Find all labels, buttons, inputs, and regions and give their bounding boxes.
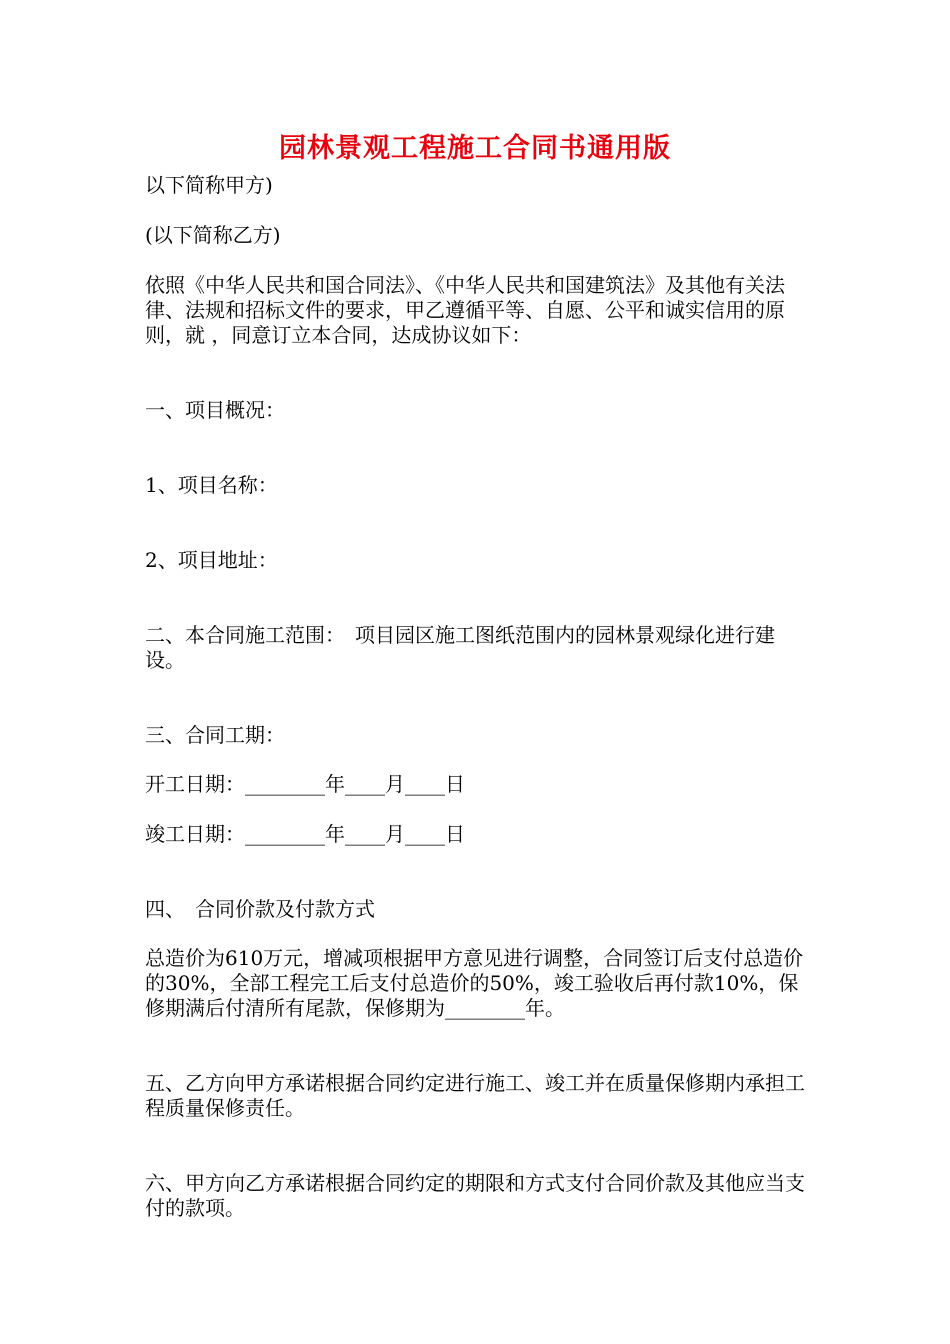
end-date-line: 竣工日期：________年____月____日: [145, 822, 465, 846]
project-address-line: 2、项目地址：: [145, 548, 278, 572]
section-3-heading: 三、合同工期：: [145, 723, 285, 747]
section-4-paragraph: 总造价为610万元，增减项根据甲方意见进行调整，合同签订后支付总造价的30%，全部工程完工后支付总造价的50%，竣工验收后再付款10%，保修期满后付清所有尾款，保修期为________年。: [145, 946, 804, 1020]
section-4-heading: 四、 合同价款及付款方式: [145, 897, 375, 921]
section-5-paragraph: 五、乙方向甲方承诺根据合同约定进行施工、竣工并在质量保修期内承担工程质量保修责任。: [145, 1071, 805, 1120]
section-2-paragraph: 二、本合同施工范围： 项目园区施工图纸范围内的园林景观绿化进行建设。: [145, 623, 775, 672]
document-title: 园林景观工程施工合同书通用版: [279, 133, 671, 164]
intro-paragraph: 依照《中华人民共和国合同法》、《中华人民共和国建筑法》及其他有关法律、法规和招标文件的要求，甲乙遵循平等、自愿、公平和诚实信用的原则，就 ，同意订立本合同，达成协议如下：: [145, 273, 785, 347]
party-a-line: 以下简称甲方): [145, 173, 273, 197]
section-6-paragraph: 六、甲方向乙方承诺根据合同约定的期限和方式支付合同价款及其他应当支付的款项。: [145, 1171, 805, 1220]
project-name-line: 1、项目名称：: [145, 473, 278, 497]
section-1-heading: 一、项目概况：: [145, 398, 285, 422]
party-b-line: (以下简称乙方): [145, 223, 281, 247]
start-date-line: 开工日期：________年____月____日: [145, 772, 465, 796]
